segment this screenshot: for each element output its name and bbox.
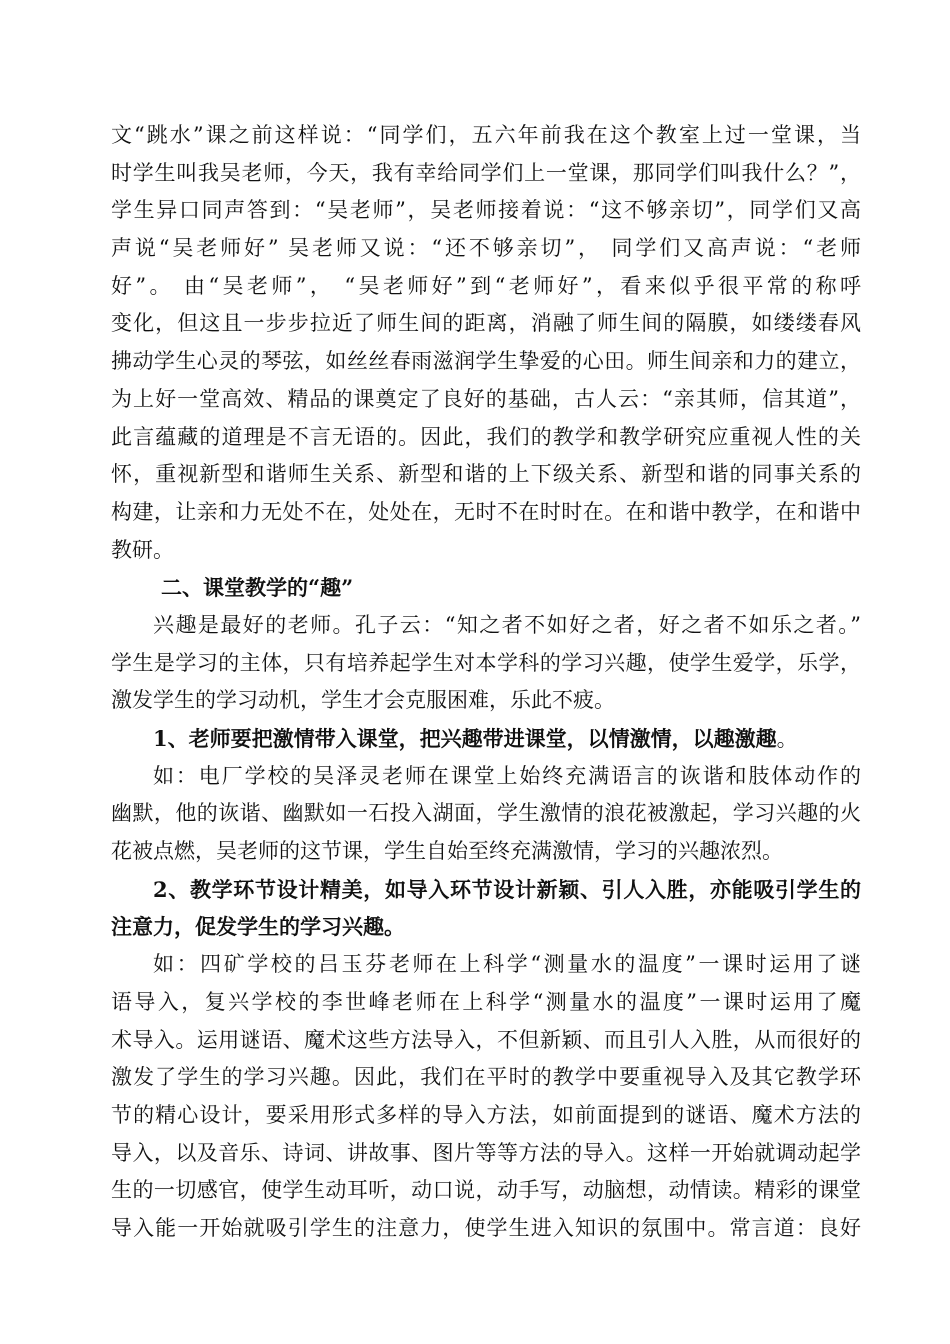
paragraph-line: 拂动学生心灵的琴弦，如丝丝春雨滋润学生挚爱的心田。师生间亲和力的建立， xyxy=(111,349,861,374)
subheading-1-period: 。 xyxy=(776,727,798,751)
paragraph-line: 语导入，复兴学校的李世峰老师在上科学“测量水的温度”一课时运用了魔 xyxy=(111,989,861,1014)
subheading-2-cont: 注意力，促发学生的学习兴趣。 xyxy=(111,914,405,940)
paragraph-line: 节的精心设计，要采用形式多样的导入方法，如前面提到的谜语、魔术方法的 xyxy=(111,1102,861,1127)
paragraph-line: 生的一切感官，使学生动耳听，动口说，动手写，动脑想，动情读。精彩的课堂 xyxy=(111,1178,861,1203)
paragraph-line: 幽默，他的诙谐、幽默如一石投入湖面，学生激情的浪花被激起，学习兴趣的火 xyxy=(111,801,861,826)
body-text xyxy=(111,117,861,1248)
paragraph-line: 兴趣是最好的老师。孔子云：“知之者不如好之者，好之者不如乐之者。” xyxy=(153,612,861,637)
paragraph-line: 文“跳水”课之前这样说：“同学们，五六年前我在这个教室上过一堂课，当 xyxy=(111,123,861,147)
paragraph-line: 术导入。运用谜语、魔术这些方法导入，不但新颖、而且引人入胜，从而很好的 xyxy=(111,1027,861,1052)
paragraph-line: 时学生叫我吴老师，今天，我有幸给同学们上一堂课，那同学们叫我什么？”， xyxy=(111,160,861,185)
subheading-2: 2、教学环节设计精美，如导入环节设计新颖、引人入胜，亦能吸引学生的 xyxy=(153,876,861,902)
paragraph-line: 激发学生的学习动机，学生才会克服困难，乐此不疲。 xyxy=(111,688,615,713)
subheading-line xyxy=(111,720,861,758)
paragraph-line: 学生异口同声答到：“吴老师”，吴老师接着说：“这不够亲切”，同学们又高 xyxy=(111,198,861,223)
paragraph-line: 学生是学习的主体，只有培养起学生对本学科的学习兴趣，使学生爱学，乐学， xyxy=(111,650,861,675)
paragraph-line: 导入能一开始就吸引学生的注意力，使学生进入知识的氛围中。常言道：良好 xyxy=(111,1215,861,1240)
subheading-1: 1、老师要把激情带入课堂，把兴趣带进课堂，以情激情，以趣激趣 xyxy=(153,726,777,751)
paragraph-line: 导入，以及音乐、诗词、讲故事、图片等等方法的导入。这样一开始就调动起学 xyxy=(111,1140,861,1165)
paragraph-line: 如：电厂学校的吴泽灵老师在课堂上始终充满语言的诙谐和肢体动作的 xyxy=(153,763,861,788)
paragraph-line: 此言蕴藏的道理是不言无语的。因此，我们的教学和教学研究应重视人性的关 xyxy=(111,424,861,449)
paragraph-line: 花被点燃，吴老师的这节课，学生自始至终充满激情，学习的兴趣浓烈。 xyxy=(111,839,783,864)
paragraph-line: 声说“吴老师好” 吴老师又说：“还不够亲切”， 同学们又高声说：“老师 xyxy=(111,236,861,261)
paragraph-line: 构建，让亲和力无处不在，处处在，无时不在时时在。在和谐中教学，在和谐中 xyxy=(111,499,861,524)
paragraph-line: 为上好一堂高效、精品的课奠定了良好的基础，古人云：“亲其师，信其道”， xyxy=(111,386,861,411)
paragraph-line: 激发了学生的学习兴趣。因此，我们在平时的教学中要重视导入及其它教学环 xyxy=(111,1065,861,1090)
paragraph-line: 如：四矿学校的吕玉芬老师在上科学“测量水的温度”一课时运用了谜 xyxy=(153,952,861,977)
paragraph-line: 好”。 由“吴老师”， “吴老师好”到“老师好”，看来似乎很平常的称呼 xyxy=(111,273,861,298)
paragraph-line: 变化，但这且一步步拉近了师生间的距离，消融了师生间的隔膜，如缕缕春风 xyxy=(111,311,861,336)
section-heading: 二、课堂教学的“趣” xyxy=(161,575,354,601)
paragraph-line: 怀，重视新型和谐师生关系、新型和谐的上下级关系、新型和谐的同事关系的 xyxy=(111,462,861,487)
paragraph-line: 教研。 xyxy=(111,537,174,562)
